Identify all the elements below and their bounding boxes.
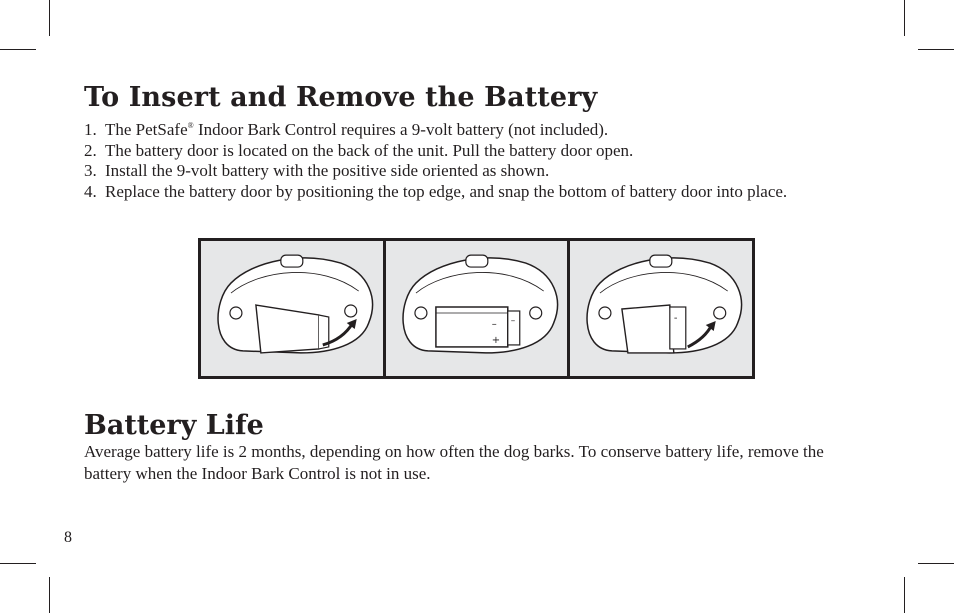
step-number: 3. bbox=[84, 161, 97, 180]
step-text: Install the 9-volt battery with the positive side oriented as shown. bbox=[105, 161, 550, 180]
illustration-panel-door-open bbox=[201, 241, 383, 376]
list-item bbox=[84, 182, 864, 203]
registered-mark: ® bbox=[187, 121, 194, 130]
device-door-open-drawing bbox=[201, 241, 383, 376]
crop-mark bbox=[918, 563, 954, 564]
step-text-part: The PetSafe bbox=[105, 120, 188, 139]
step-text-part: Indoor Bark Control requires a 9-volt battery (not included). bbox=[193, 120, 609, 139]
illustration-panel-battery-installed bbox=[383, 241, 568, 376]
illustration-panel-door-closing bbox=[567, 241, 752, 376]
page-title: To Insert and Remove the Battery bbox=[84, 82, 598, 113]
battery-steps-list bbox=[84, 120, 864, 202]
crop-mark bbox=[904, 0, 905, 36]
terminal-minus-mark: – bbox=[510, 315, 515, 326]
terminal-minus-mark: - bbox=[674, 312, 678, 324]
page-number: 8 bbox=[64, 529, 72, 546]
device-door-closing-drawing bbox=[570, 241, 752, 376]
crop-mark bbox=[904, 577, 905, 613]
step-number: 4. bbox=[84, 181, 97, 201]
battery-minus-mark: – bbox=[491, 318, 497, 330]
crop-mark bbox=[0, 563, 36, 564]
step-text: The battery door is located on the back of the unit. Pull the battery door open. bbox=[105, 140, 634, 160]
step-text bbox=[105, 120, 864, 141]
crop-mark bbox=[0, 49, 36, 50]
crop-mark bbox=[918, 49, 954, 50]
list-item bbox=[84, 141, 864, 162]
section-title: Battery Life bbox=[84, 410, 264, 441]
list-item bbox=[84, 161, 864, 182]
device-battery-drawing bbox=[386, 241, 568, 376]
crop-mark bbox=[49, 0, 50, 36]
battery-life-text: Average battery life is 2 months, depending on how often the dog barks. To conserve battery life, remove the battery when the Indoor Bark Control is not in use. bbox=[84, 442, 824, 483]
step-text: Replace the battery door by positioning the top edge, and snap the bottom of battery door into place. bbox=[105, 181, 788, 201]
step-number: 2. bbox=[84, 140, 97, 160]
step-number: 1. bbox=[84, 120, 97, 139]
battery-plus-mark: + bbox=[491, 334, 500, 346]
battery-illustration bbox=[198, 238, 755, 379]
list-item bbox=[84, 120, 864, 141]
crop-mark bbox=[49, 577, 50, 613]
